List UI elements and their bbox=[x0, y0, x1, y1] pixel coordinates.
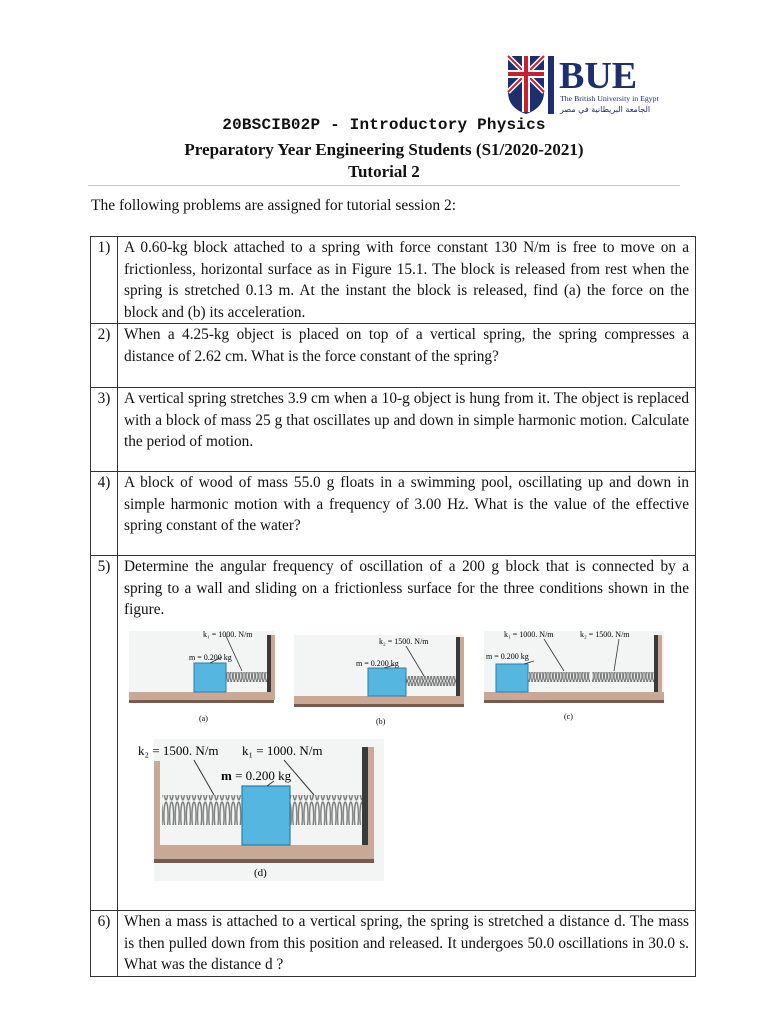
course-code-title: 20BSCIB02P - Introductory Physics bbox=[222, 116, 546, 134]
problem-number: 3) bbox=[91, 388, 118, 472]
problem-row-3 bbox=[91, 388, 696, 472]
problem-number: 2) bbox=[91, 324, 118, 388]
problem-text: A 0.60-kg block attached to a spring with force constant 130 N/m is free to move on a frictionless, horizontal surface as in Figure 15.1. The block is released from rest when the spring is stretched 0.13 m. At the instant the block is released, find (a) the force on the block and (b) its acceleration. bbox=[118, 237, 696, 324]
label-k1: k₁ = 1000. N/m bbox=[504, 629, 554, 639]
problem-text: A block of wood of mass 55.0 g floats in a swimming pool, oscillating up and down in simple harmonic motion with a frequency of 3.00 Hz. What is the value of the effective spring constant of the water? bbox=[118, 472, 696, 556]
bue-logo bbox=[504, 52, 676, 118]
problem-text: Determine the angular frequency of oscillation of a 200 g block that is connected by a spring to a wall and sliding on a frictionless surface for the three conditions shown in the figure. bbox=[124, 558, 689, 618]
problem-number: 6) bbox=[91, 911, 118, 977]
shield-icon bbox=[508, 56, 554, 114]
figure-panel-d bbox=[138, 739, 384, 881]
label-k1: k₁ = 1000. N/m bbox=[242, 742, 323, 758]
problem-text: When a mass is attached to a vertical spring, the spring is stretched a distance d. The mass is then pulled down from this position and released. It undergoes 50.0 oscillations in 30.0 s. What was the distance d ? bbox=[118, 911, 696, 977]
problem-number: 1) bbox=[91, 237, 118, 324]
label-mass: m = 0.200 kg bbox=[189, 652, 232, 662]
logo-subtitle-en: The British University in Egypt bbox=[560, 94, 659, 103]
problem-row-2 bbox=[91, 324, 696, 388]
tutorial-title: Tutorial 2 bbox=[348, 162, 420, 181]
label-mass: m = 0.200 kg bbox=[356, 658, 399, 668]
problem-text: When a 4.25-kg object is placed on top of a vertical spring, the spring compresses a distance of 2.62 cm. What is the force constant of the spring? bbox=[118, 324, 696, 388]
caption-a: (a) bbox=[199, 713, 208, 723]
problem-number: 5) bbox=[91, 556, 118, 911]
label-k2: k₂ = 1500. N/m bbox=[379, 636, 429, 646]
problem-row-1 bbox=[91, 237, 696, 324]
problem-5-cell bbox=[118, 556, 696, 911]
intro-text: The following problems are assigned for tutorial session 2: bbox=[91, 197, 457, 214]
figure-panel-b bbox=[294, 635, 464, 726]
label-mass bbox=[221, 768, 292, 783]
label-k2: k₂ = 1500. N/m bbox=[580, 629, 630, 639]
problem-row-5 bbox=[91, 556, 696, 911]
caption-d: (d) bbox=[254, 866, 267, 879]
label-k1: k₁ = 1000. N/m bbox=[203, 629, 253, 639]
logo-wordmark: BUE bbox=[559, 55, 638, 97]
label-mass-value: = 0.200 kg bbox=[231, 767, 292, 783]
header-divider bbox=[88, 185, 680, 186]
problem-text: A vertical spring stretches 3.9 cm when a 10-g object is hung from it. The object is replaced with a block of mass 25 g that oscillates up and down in simple harmonic motion. Calculate the period of motion. bbox=[118, 388, 696, 472]
label-mass: m = 0.200 kg bbox=[486, 651, 529, 661]
problems-table bbox=[90, 236, 696, 977]
caption-c: (c) bbox=[564, 711, 573, 721]
problem-row-4 bbox=[91, 472, 696, 556]
spring-block-figure bbox=[124, 621, 690, 909]
label-mass-symbol: m bbox=[221, 767, 232, 783]
logo-subtitle-ar: الجامعة البريطانية في مصر bbox=[560, 105, 651, 114]
caption-b: (b) bbox=[376, 716, 386, 726]
figure-panel-a bbox=[129, 630, 275, 723]
audience-line: Preparatory Year Engineering Students (S1/2020-2021) bbox=[184, 140, 584, 159]
problem-number: 4) bbox=[91, 472, 118, 556]
problem-row-6 bbox=[91, 911, 696, 977]
figure-panel-c bbox=[484, 630, 664, 721]
label-k2: k₂ = 1500. N/m bbox=[138, 742, 219, 758]
